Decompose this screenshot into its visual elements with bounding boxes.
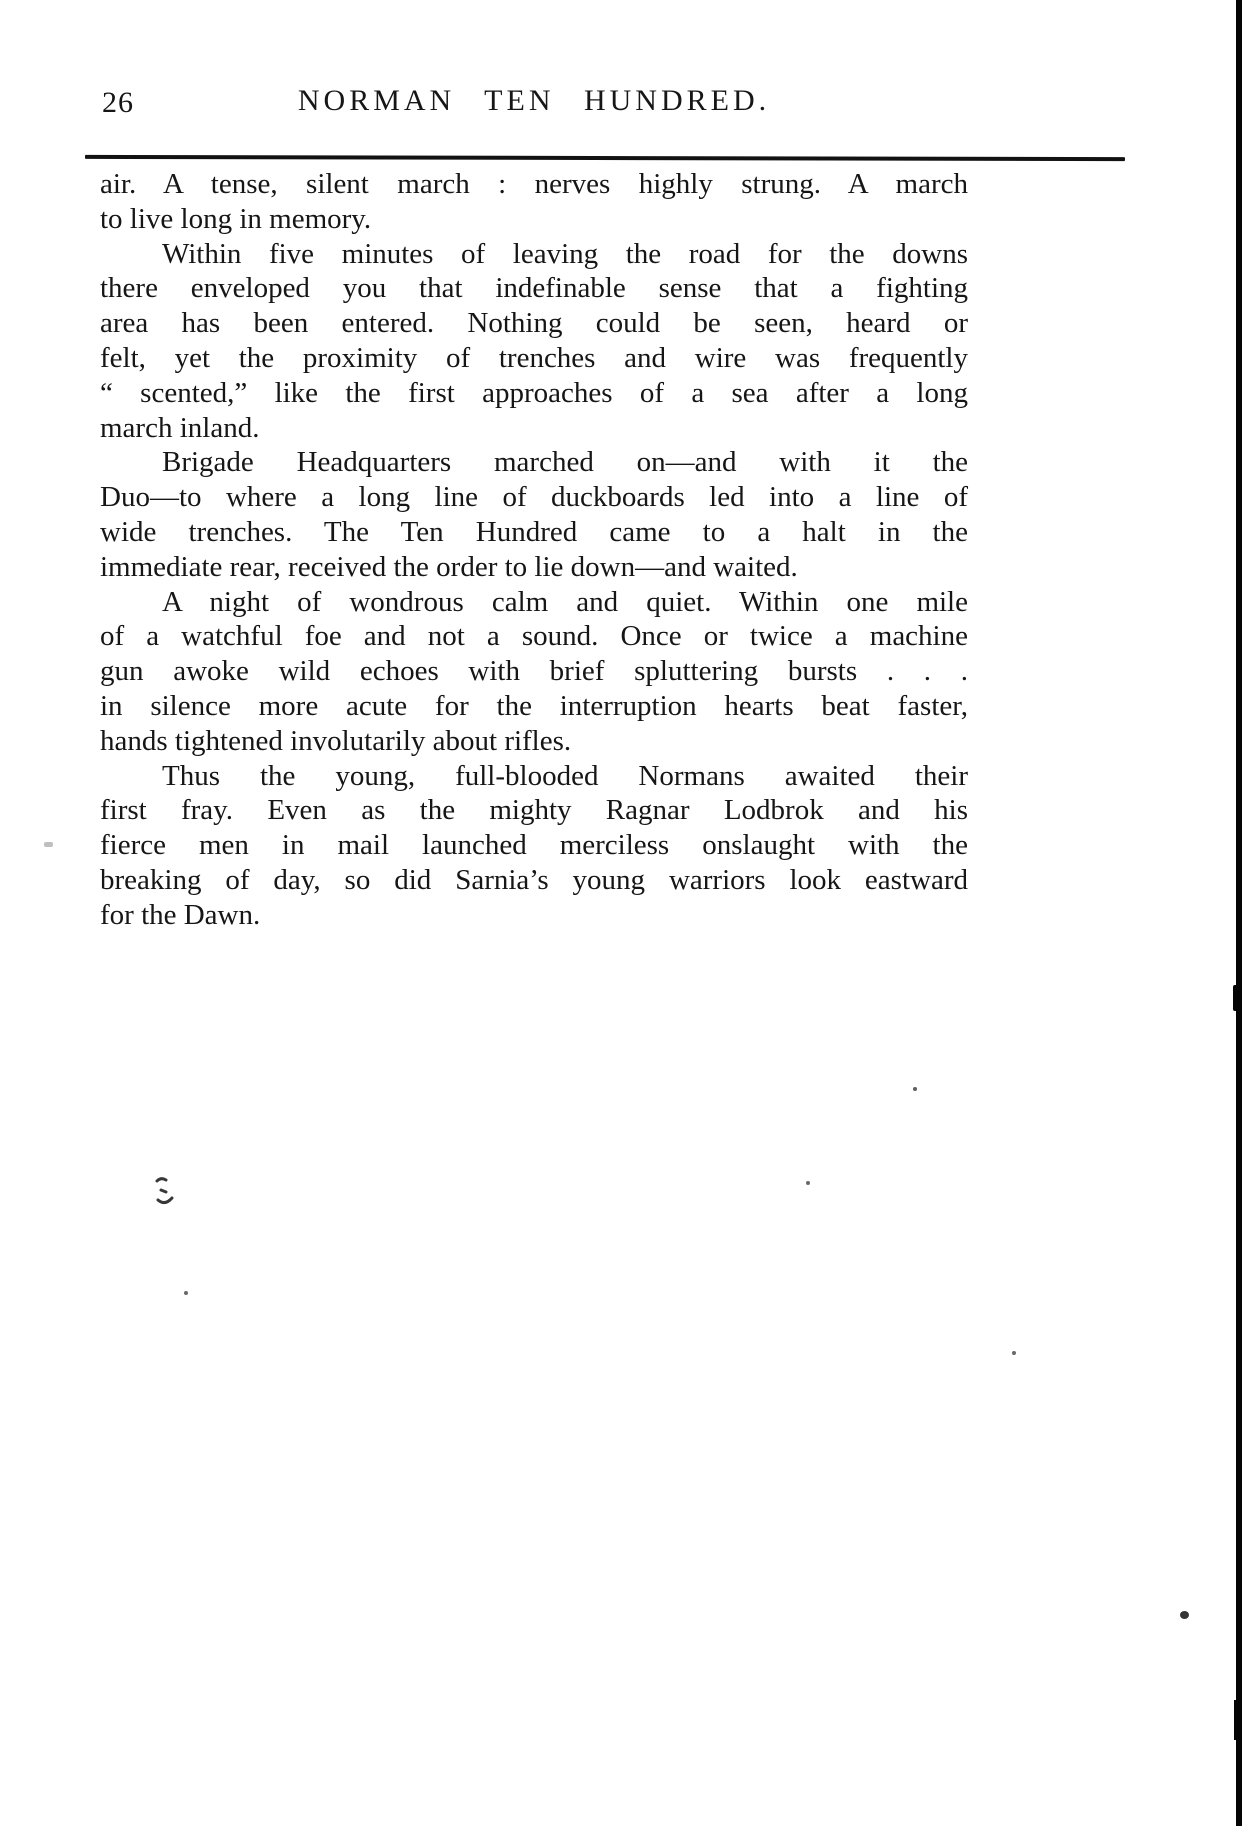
text-line: of a watchful foe and not a sound. Once or twice a machine (100, 620, 968, 653)
text-line: there enveloped you that indefinable sense that a fighting (100, 272, 968, 305)
text-line: A night of wondrous calm and quiet. Within one mile (162, 585, 968, 618)
text-line: “ scented,” like the first approaches of a sea after a long (100, 376, 968, 409)
text-line: Thus the young, full-blooded Normans awaited their (162, 759, 968, 792)
text-line: felt, yet the proximity of trenches and wire was frequently (100, 341, 968, 374)
text-line: Within five minutes of leaving the road for the downs (162, 237, 968, 270)
page-number: 26 (102, 86, 134, 119)
text-line: in silence more acute for the interruption hearts beat faster, (100, 689, 968, 722)
page-header (100, 84, 968, 124)
text-line: wide trenches. The Ten Hundred came to a halt in the (100, 515, 968, 548)
text-block (100, 167, 968, 933)
text-line: air. A tense, silent march : nerves highly strung. A march (100, 168, 968, 200)
scan-speck (1012, 1351, 1016, 1355)
text-line: breaking of day, so did Sarnia’s young warriors look eastward (100, 863, 968, 896)
running-title: NORMAN TEN HUNDRED. (297, 84, 771, 117)
text-line: area has been entered. Nothing could be seen, heard or (100, 307, 968, 340)
scan-speck (44, 842, 53, 847)
scan-speck (913, 1087, 917, 1091)
scan-gutter-bar-bump (1234, 1700, 1238, 1740)
printers-mark-glyph (153, 1175, 179, 1209)
header-rule-divider (85, 155, 1125, 161)
text-line: first fray. Even as the mighty Ragnar Lodbrok and his (100, 794, 968, 827)
scan-gutter-bar-bump (1233, 985, 1238, 1011)
text-line: Brigade Headquarters marched on—and with it the (162, 446, 968, 479)
text-line: fierce men in mail launched merciless onslaught with the (100, 829, 968, 862)
text-line: gun awoke wild echoes with brief spluttering bursts . . . (100, 655, 968, 688)
text-line: for the Dawn. (100, 898, 261, 931)
text-line: Duo—to where a long line of duckboards led into a line of (100, 481, 968, 514)
text-line: immediate rear, received the order to lie down—and waited. (100, 550, 798, 583)
scan-speck (1180, 1611, 1189, 1619)
text-line: to live long in memory. (100, 202, 372, 235)
scan-gutter-bar (1236, 0, 1242, 1826)
printers-mark-artifact (153, 1175, 179, 1214)
scan-speck (184, 1291, 188, 1295)
scan-speck (806, 1181, 810, 1185)
text-line: march inland. (100, 411, 260, 444)
text-line: hands tightened involutarily about rifles. (100, 724, 572, 757)
